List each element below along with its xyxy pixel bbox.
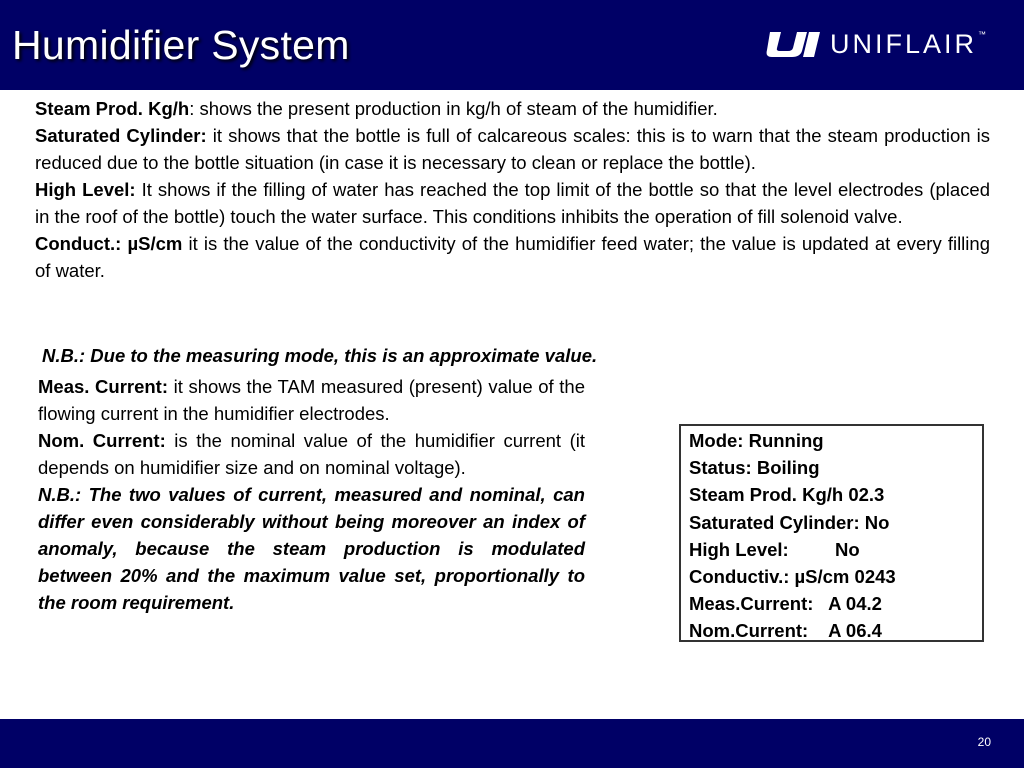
status-line-conductivity: Conductiv.: µS/cm 0243 <box>689 566 896 588</box>
note-approximate-value: N.B.: Due to the measuring mode, this is an approximate value. <box>42 345 598 366</box>
page-number: 20 <box>977 735 991 749</box>
status-line-status: Status: Boiling <box>689 457 820 479</box>
definition-steam-prod <box>35 95 990 122</box>
text-meas-current: it shows the TAM measured (present) value of the flowing current in the humidifier electrodes. <box>38 376 585 424</box>
status-display-box <box>679 424 984 642</box>
definition-conduct <box>35 230 990 284</box>
term-saturated-cylinder: Saturated Cylinder: <box>35 125 207 146</box>
status-line-high-level: High Level: No <box>689 538 860 560</box>
text-conduct: it is the value of the conductivity of the humidifier feed water; the value is updated at every filling of water. <box>35 233 990 281</box>
text-nom-current: is the nominal value of the humidifier current (it depends on humidifier size and on nominal voltage). <box>38 430 585 478</box>
slide-title: Humidifier System <box>12 22 350 68</box>
uniflair-logo <box>764 26 986 62</box>
definitions-top <box>35 95 990 284</box>
status-line-mode: Mode: Running <box>689 430 824 451</box>
note-current-difference: N.B.: The two values of current, measured and nominal, can differ even considerably without being moreover an index of anomaly, because the steam production is modulated between 20% and the maximum value set, proportionally to the room requirement. <box>38 484 585 613</box>
status-line-saturated-cylinder: Saturated Cylinder: No <box>689 511 890 533</box>
text-high-level: It shows if the filling of water has reached the top limit of the bottle so that the level electrodes (placed in the roof of the bottle) touch the water surface. This conditions inhibits the operation of fill solenoid valve. <box>35 179 990 227</box>
definition-saturated-cylinder <box>35 122 990 176</box>
logo-wordmark: UNIFLAIR <box>830 29 978 59</box>
definitions-current <box>38 373 585 616</box>
status-line-steam-prod: Steam Prod. Kg/h 02.3 <box>689 484 885 506</box>
uniflair-logo-mark-icon <box>764 29 822 59</box>
term-nom-current: Nom. Current: <box>38 430 166 451</box>
definition-meas-current <box>38 373 585 427</box>
text-saturated-cylinder: it shows that the bottle is full of calcareous scales: this is to warn that the steam production is reduced due to the bottle situation (in case it is necessary to clean or replace the bottle). <box>35 125 990 173</box>
header-bar <box>0 0 1024 90</box>
term-steam-prod: Steam Prod. Kg/h <box>35 98 190 119</box>
status-line-nom-current: Nom.Current: A 06.4 <box>689 620 882 642</box>
term-conduct: Conduct.: µS/cm <box>35 233 183 254</box>
logo-trademark: ™ <box>978 29 987 39</box>
status-line-meas-current: Meas.Current: A 04.2 <box>689 593 882 615</box>
term-meas-current: Meas. Current: <box>38 376 169 397</box>
text-steam-prod: : shows the present production in kg/h of steam of the humidifier. <box>189 98 718 119</box>
definition-nom-current <box>38 427 585 481</box>
definition-high-level <box>35 176 990 230</box>
term-high-level: High Level: <box>35 179 136 200</box>
footer-bar <box>0 719 1024 768</box>
